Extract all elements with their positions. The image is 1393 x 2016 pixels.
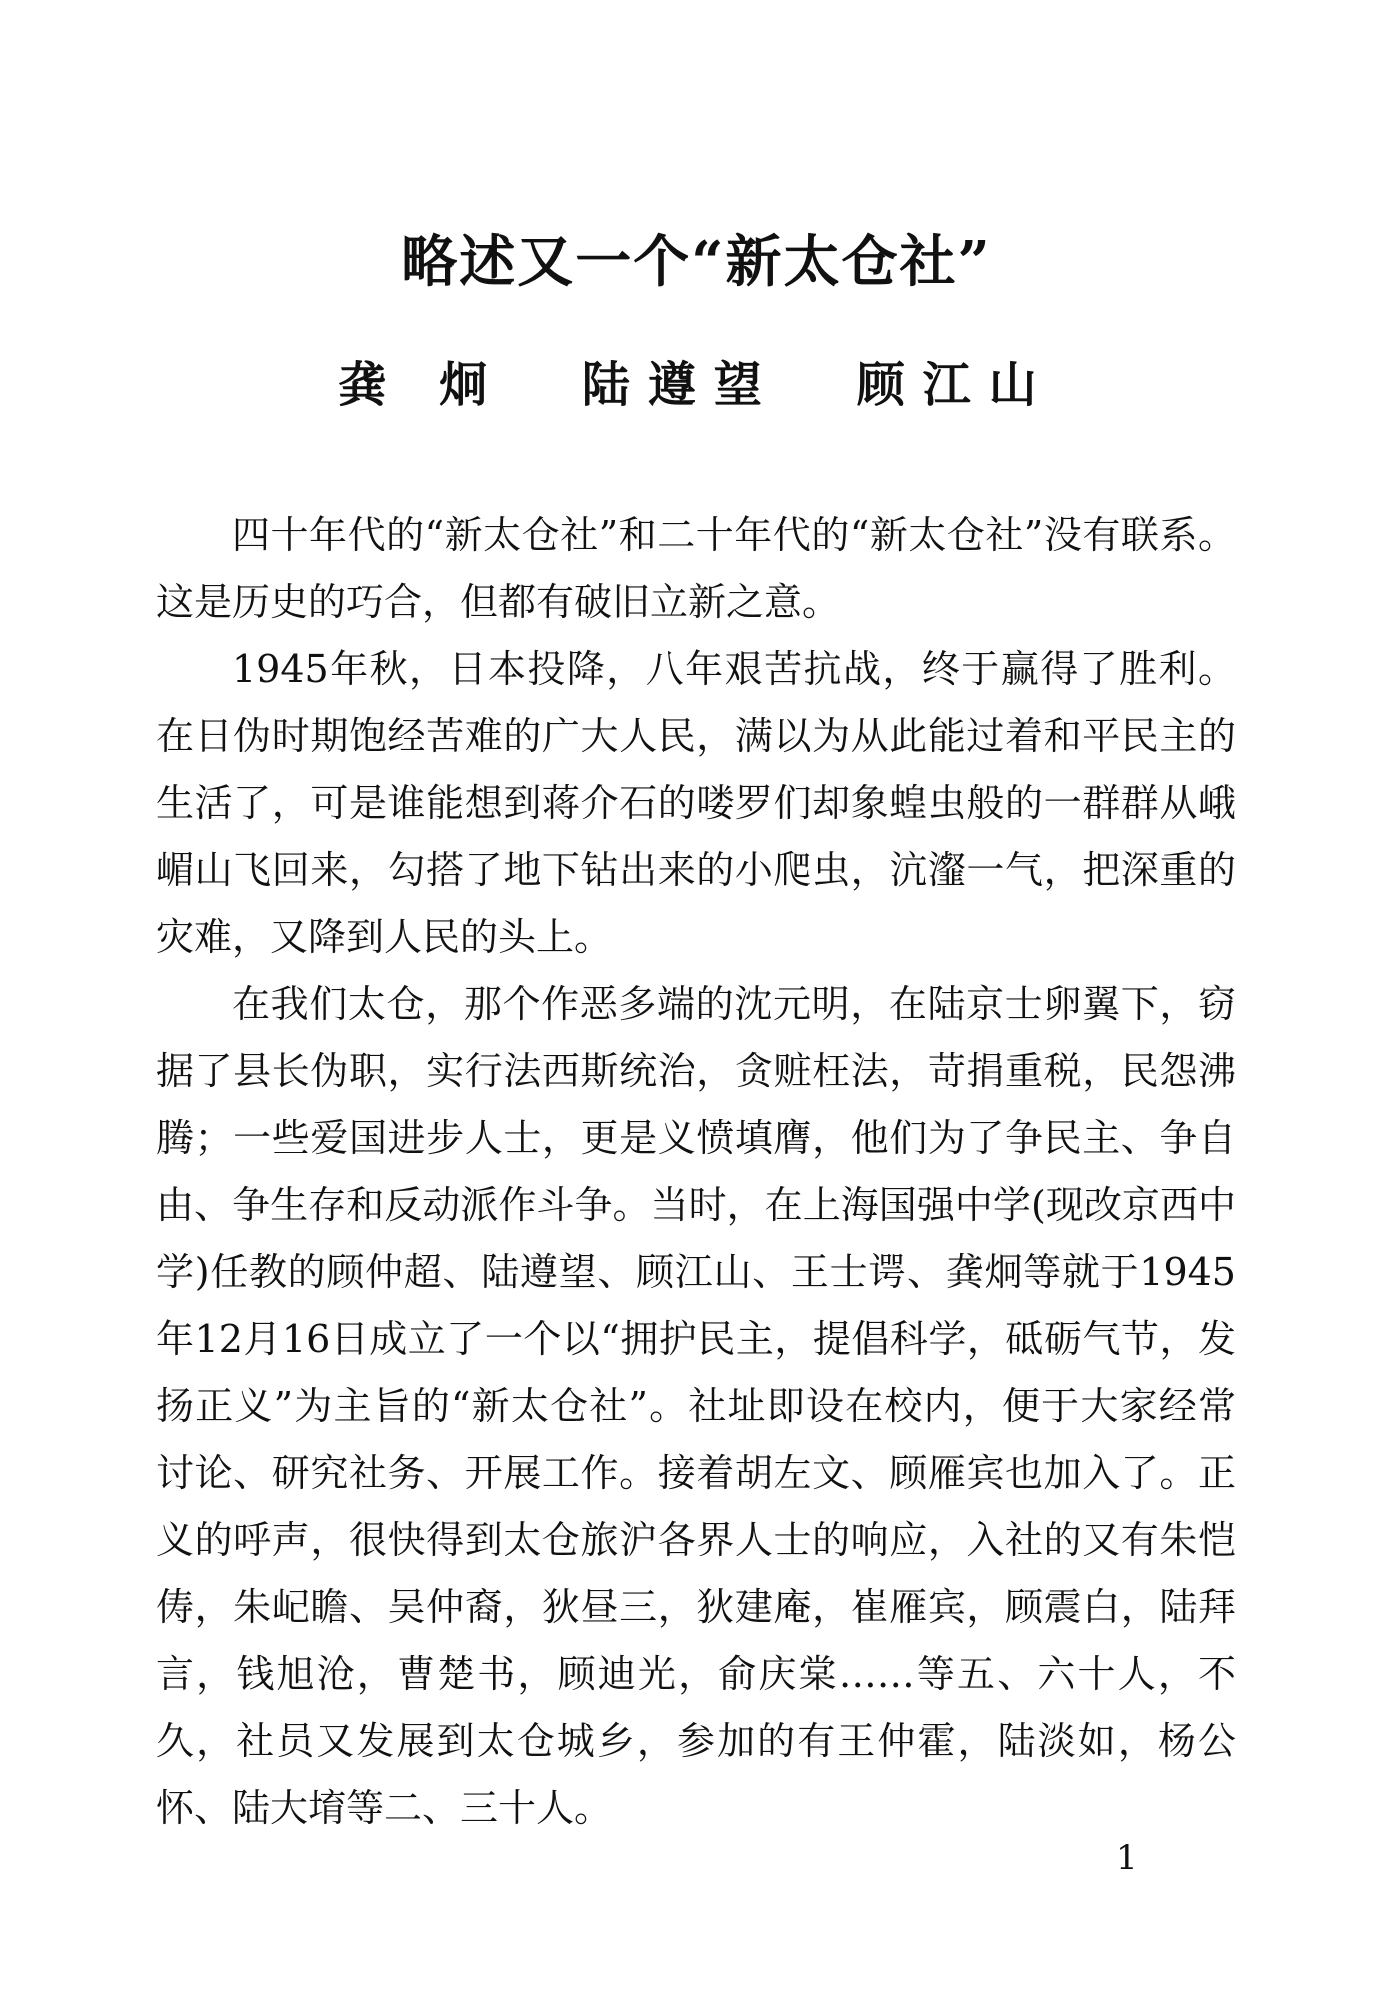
page-number: 1 — [1116, 1838, 1138, 1878]
author-name: 陆遵望 — [581, 357, 780, 413]
paragraph: 1945年秋，日本投降，八年艰苦抗战，终于赢得了胜利。在日伪时期饱经苦难的广大人民，满以为从此能过着和平民主的生活了，可是谁能想到蒋介石的喽罗们却象蝗虫般的一群群从峨嵋山飞回来，勾搭了地下钻出来的小爬虫，沆瀣一气，把深重的灾难，又降到人民的头上。 — [156, 647, 1236, 959]
author-line — [0, 350, 1393, 420]
article-body — [156, 502, 1236, 1842]
author-name: 顾江山 — [856, 357, 1055, 413]
page-title: 略述又一个“新太仓社” — [401, 229, 992, 295]
author-name: 龚 炯 — [338, 357, 506, 413]
paragraph: 在我们太仓，那个作恶多端的沈元明，在陆京士卵翼下，窃据了县长伪职，实行法西斯统治，贪赃枉法，苛捐重税，民怨沸腾；一些爱国进步人士，更是义愤填膺，他们为了争民主、争自由、争生存和反动派作斗争。当时，在上海国强中学(现改京西中学)任教的顾仲超、陆遵望、顾江山、王士谔、龚炯等就于1945年12月16日成立了一个以“拥护民主，提倡科学，砥砺气节，发扬正义”为主旨的“新太仓社”。社址即设在校内，便于大家经常讨论、研究社务、开展工作。接着胡左文、顾雁宾也加入了。正义的呼声，很快得到太仓旅沪各界人士的响应，入社的又有朱恺俦，朱屺瞻、吴仲裔，狄昼三，狄建庵，崔雁宾，顾震白，陆拜言，钱旭沧，曹楚书，顾迪光，俞庆棠……等五、六十人，不久，社员又发展到太仓城乡，参加的有王仲霍，陆淡如，杨公怀、陆大堉等二、三十人。 — [156, 982, 1237, 1830]
paragraph: 四十年代的“新太仓社”和二十年代的“新太仓社”没有联系。这是历史的巧合，但都有破旧立新之意。 — [156, 513, 1236, 624]
